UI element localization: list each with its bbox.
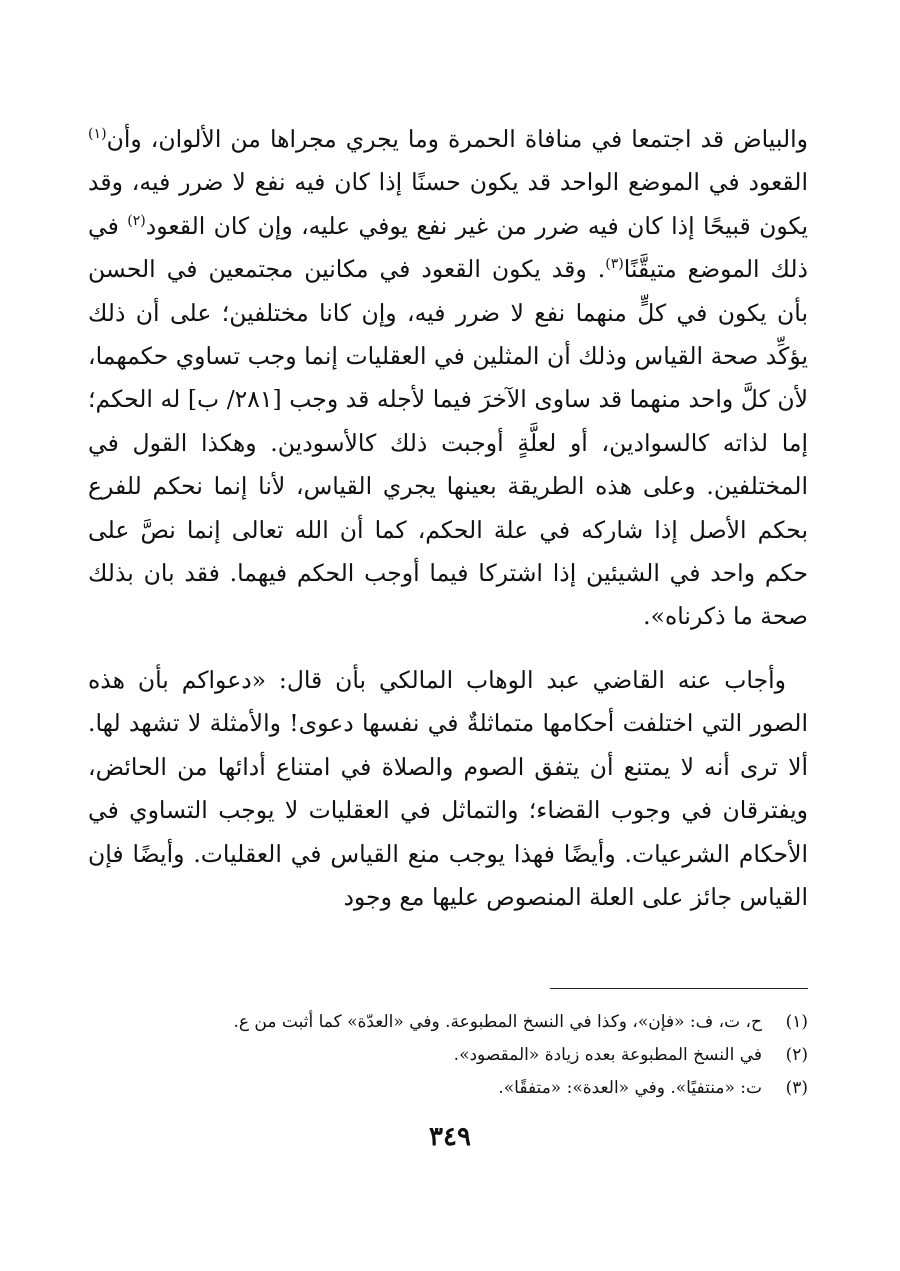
paragraph-2: وأجاب عنه القاضي عبد الوهاب المالكي بأن قال: «دعواكم بأن هذه الصور التي اختلفت أحكامها متماثلةٌ في نفسها دعوى! والأمثلة لا تشهد لها. ألا ترى أنه لا يمتنع أن يتفق الصوم والصلاة في امتناع أدائها من الحائض، ويفترقان في وجوب القضاء؛ والتماثل في العقليات لا يوجب التساوي في الأحكام الشرعيات. وأيضًا فهذا يوجب منع القياس في العقليات. وأيضًا فإن القياس جائز على العلة المنصوص عليها مع وجود <box>88 665 808 911</box>
footnote-ref-3[interactable]: (٣) <box>605 256 624 273</box>
main-text <box>88 118 808 919</box>
page-number: ٣٤٩ <box>429 1122 471 1152</box>
footnote-divider <box>550 988 808 989</box>
footnote-text: ح، ت، ف: «فإن»، وكذا في النسخ المطبوعة. وفي «العدّة» كما أثبت من ع. <box>233 1012 762 1032</box>
footnote-number: (١) <box>785 1012 808 1032</box>
text-segment: القعود في الموضع الواحد قد يكون حسنًا إذا كان فيه نفع لا ضرر فيه، وقد يكون قبيحًا إذا كان فيه ضرر من غير نفع يوفي عليه، وإن كان القعود <box>88 168 808 240</box>
text-segment: والبياض قد اجتمعا في منافاة الحمرة وما يجري مجراها من الألوان، وأن <box>106 125 808 153</box>
footnote-2 <box>88 1039 808 1072</box>
footnote-text: ت: «منتفيًا». وفي «العدة»: «متفقًا». <box>498 1078 762 1098</box>
footnote-3 <box>88 1072 808 1105</box>
footnote-1 <box>88 1006 808 1039</box>
footnote-ref-2[interactable]: (٢) <box>127 212 146 229</box>
footnote-number: (٢) <box>785 1045 808 1065</box>
paragraph-1 <box>88 118 808 639</box>
footnote-ref-1[interactable]: (١) <box>88 126 107 143</box>
footnote-number: (٣) <box>785 1078 808 1098</box>
footnote-text: في النسخ المطبوعة بعده زيادة «المقصود». <box>453 1045 762 1065</box>
text-segment: في ذلك الموضع متيقَّنًا <box>88 211 808 284</box>
footnotes <box>88 1006 808 1105</box>
text-segment: . وقد يكون القعود في مكانين مجتمعين في الحسن بأن يكون في كلٍّ منهما نفع لا ضرر فيه، وإن كانا مختلفين؛ على أن ذلك يؤكِّد صحة القياس وذلك أن المثلين في العقليات إنما وجب تساوي حكمهما، لأن كلَّ واحد منهما قد ساوى الآخرَ فيما لأجله قد وجب [٢٨١/ ب] له الحكم؛ إما لذاته كالسوادين، أو لعلَّةٍ أوجبت ذلك كالأسودين. وهكذا القول في المختلفين. وعلى هذه الطريقة بعينها يجري القياس، لأنا إنما نحكم للفرع بحكم الأصل إذا شاركه في علة الحكم، كما أن الله تعالى إنما نصَّ على حكم واحد في الشيئين إذا اشتركا فيما أوجب الحكم فيهما. فقد بان بذلك صحة ما ذكرناه». <box>88 255 809 631</box>
